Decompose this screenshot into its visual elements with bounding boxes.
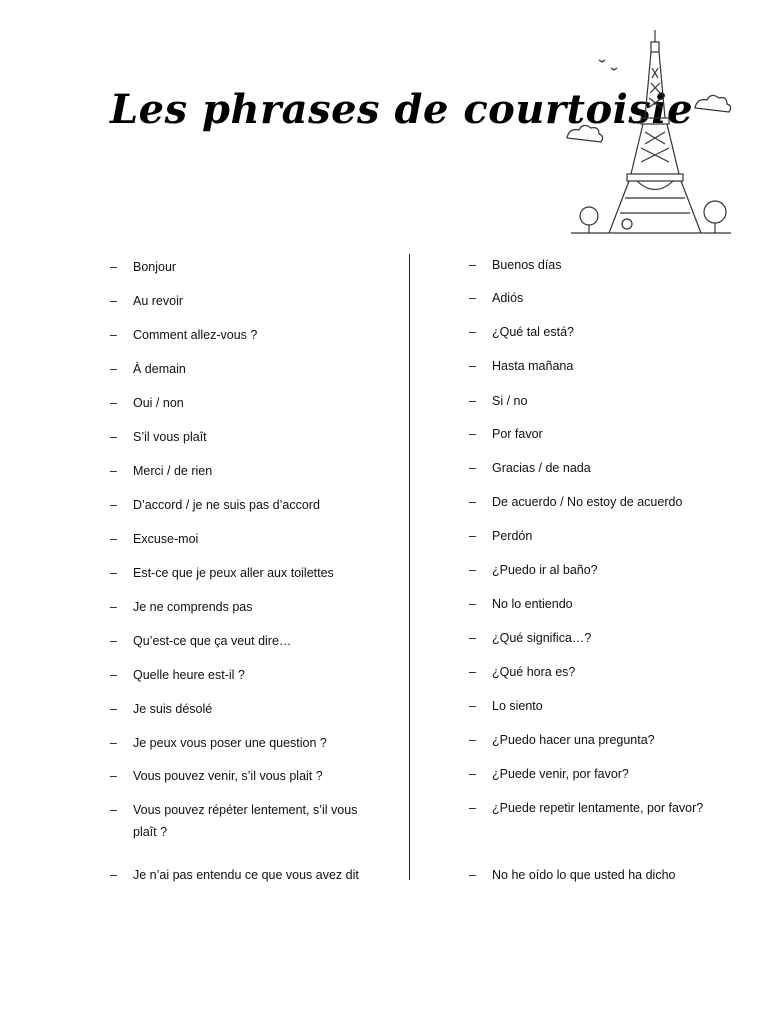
dash: – [469, 427, 476, 441]
phrase-es: ¿Puede repetir lentamente, por favor? [492, 801, 704, 815]
dash: – [110, 464, 117, 478]
phrase-es: Por favor [492, 427, 543, 441]
phrase-fr: Je ne comprends pas [133, 600, 253, 614]
phrase-es: Gracias / de nada [492, 461, 591, 475]
dash: – [469, 631, 476, 645]
dash: – [469, 733, 476, 747]
phrase-fr: Vous pouvez venir, s’il vous plait ? [133, 769, 323, 783]
dash: – [469, 495, 476, 509]
dash: – [469, 767, 476, 781]
phrase-fr: Je suis désolé [133, 702, 213, 716]
phrase-fr: Merci / de rien [133, 464, 213, 478]
phrase-es: Buenos días [492, 258, 562, 272]
dash: – [110, 702, 117, 716]
dash: – [469, 597, 476, 611]
dash: – [110, 396, 117, 410]
phrase-es: Perdón [492, 529, 533, 543]
phrase-es: ¿Qué hora es? [492, 665, 576, 679]
dash: – [110, 328, 117, 342]
dash: – [469, 359, 476, 373]
dash: – [110, 532, 117, 546]
phrase-fr: Excuse-moi [133, 532, 199, 546]
dash: – [110, 362, 117, 376]
dash: – [469, 258, 476, 272]
phrase-es: ¿Puede venir, por favor? [492, 767, 629, 781]
dash: – [469, 529, 476, 543]
phrase-fr: Au revoir [133, 294, 184, 308]
dash: – [110, 566, 117, 580]
phrase-es: No he oído lo que usted ha dicho [492, 868, 676, 882]
dash: – [469, 665, 476, 679]
dash: – [110, 868, 117, 882]
dash: – [469, 394, 476, 408]
dash: – [110, 260, 117, 274]
dash: – [469, 461, 476, 475]
dash: – [110, 294, 117, 308]
phrase-es: Hasta mañana [492, 359, 574, 373]
dash: – [469, 801, 476, 815]
dash: – [110, 498, 117, 512]
dash: – [110, 803, 117, 817]
phrase-fr: Est-ce que je peux aller aux toilettes [133, 566, 334, 580]
phrase-es: ¿Puedo ir al baño? [492, 563, 598, 577]
phrase-es: ¿Puedo hacer una pregunta? [492, 733, 655, 747]
dash: – [469, 868, 476, 882]
dash: – [469, 699, 476, 713]
phrase-fr: Qu’est-ce que ça veut dire… [133, 634, 292, 648]
dash: – [110, 430, 117, 444]
dash: – [110, 668, 117, 682]
phrase-fr: Je peux vous poser une question ? [133, 736, 327, 750]
phrase-es: Si / no [492, 394, 528, 408]
phrase-es: Lo siento [492, 699, 543, 713]
phrase-fr: Oui / non [133, 396, 184, 410]
phrase-es: No lo entiendo [492, 597, 573, 611]
dash: – [110, 769, 117, 783]
dash: – [110, 736, 117, 750]
phrase-fr: À demain [133, 362, 186, 376]
phrase-fr: D’accord / je ne suis pas d’accord [133, 498, 320, 512]
page-title: Les phrases de courtoisie [110, 86, 694, 133]
dash: – [469, 563, 476, 577]
phrase-es: De acuerdo / No estoy de acuerdo [492, 495, 683, 509]
phrase-fr: Je n’ai pas entendu ce que vous avez dit [133, 868, 359, 882]
phrase-es: ¿Qué tal está? [492, 325, 574, 339]
dash: – [110, 600, 117, 614]
dash: – [469, 291, 476, 305]
phrase-fr: Vous pouvez répéter lentement, s’il vous plaît ? [133, 803, 358, 839]
dash: – [469, 325, 476, 339]
phrase-fr: Comment allez-vous ? [133, 328, 258, 342]
phrase-fr: Bonjour [133, 260, 177, 274]
phrase-es: ¿Qué significa…? [492, 631, 592, 645]
dash: – [110, 634, 117, 648]
phrase-fr: S’il vous plaît [133, 430, 207, 444]
phrase-es: Adiós [492, 291, 524, 305]
phrase-fr: Quelle heure est-il ? [133, 668, 245, 682]
